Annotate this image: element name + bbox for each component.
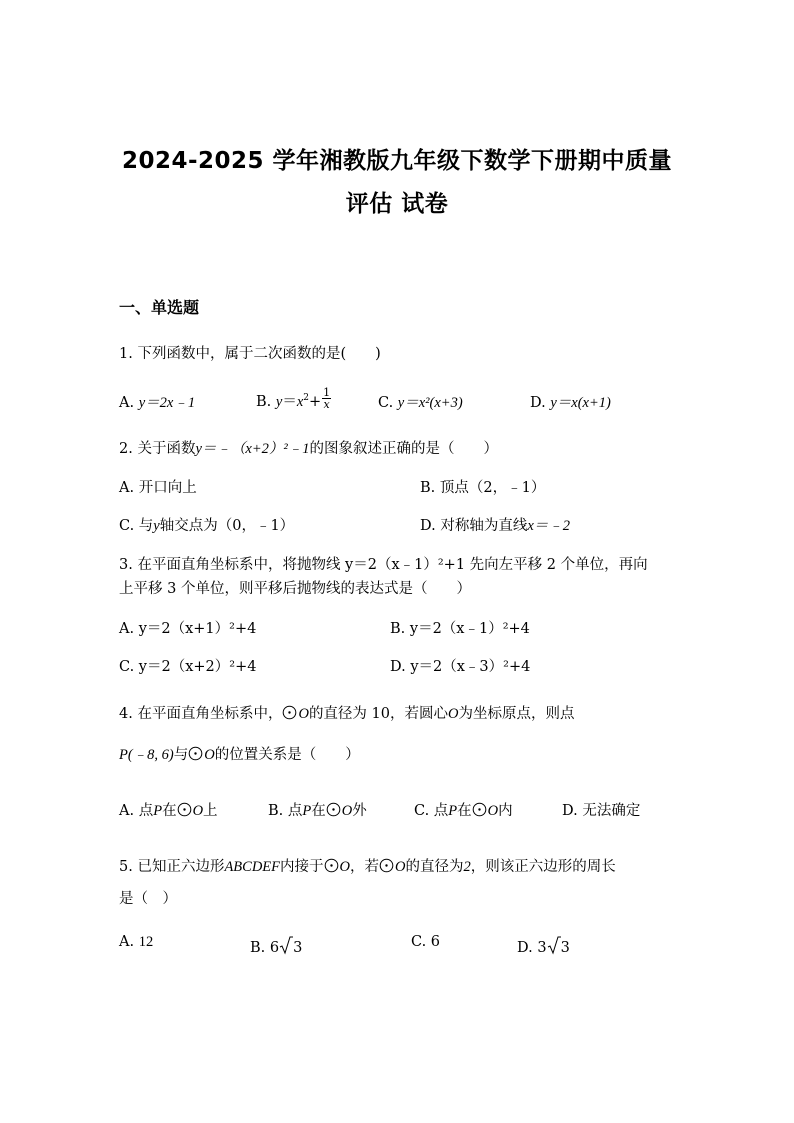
question-3-option-d: D. y＝2（x﹣3）²+4	[390, 659, 531, 675]
question-5-option-c: C. 6	[411, 934, 441, 950]
question-4-option-b: B. 点P在 O外	[268, 803, 367, 819]
question-3-stem-line-1: 3. 在平面直角坐标系中，将抛物线 y＝2（x﹣1）²+1 先向左平移 2 个单位，再向	[119, 557, 648, 573]
question-4-stem-line-1: 4. 在平面直角坐标系中， O的直径为 10，若圆心O为坐标原点，则点	[119, 706, 575, 722]
square-root-symbol	[547, 935, 561, 955]
circle-dot-symbol	[324, 858, 339, 873]
circle-dot-symbol	[326, 802, 341, 817]
question-5-stem-line-1: 5. 已知正六边形ABCDEF内接于 O，若 O的直径为2，则该正六边形的周长	[119, 859, 616, 875]
option-a-expression: y＝2x﹣1	[138, 395, 196, 411]
circle-dot-symbol	[177, 802, 192, 817]
question-4-option-d: D. 无法确定	[562, 803, 641, 819]
question-5-option-a: A. 12	[119, 934, 154, 950]
question-2-option-d: D. 对称轴为直线x＝﹣2	[420, 518, 571, 534]
question-5-option-d: D. 3 3	[517, 935, 570, 956]
question-3-stem-line-2: 上平移 3 个单位，则平移后抛物线的表达式是（ ）	[119, 581, 471, 597]
question-5-option-b: B. 6 3	[250, 935, 302, 956]
circle-dot-symbol	[188, 746, 203, 761]
question-2-option-b: B. 顶点（2，﹣1）	[420, 480, 546, 496]
section-heading: 一、单选题	[119, 298, 200, 317]
circle-dot-symbol	[472, 802, 487, 817]
circle-dot-symbol	[379, 858, 394, 873]
document-title-line-1: 2024-2025 学年湘教版九年级下数学下册期中质量	[121, 148, 673, 174]
question-3-option-a: A. y＝2（x+1）²+4	[119, 621, 257, 637]
question-3-option-c: C. y＝2（x+2）²+4	[119, 659, 257, 675]
question-1-stem: 1. 下列函数中，属于二次函数的是( )	[119, 346, 381, 362]
question-3-option-b: B. y＝2（x﹣1）²+4	[390, 621, 530, 637]
document-title-line-2: 评估 试卷	[345, 191, 449, 217]
question-1-option-c: C. y＝x²(x+3)	[378, 395, 463, 411]
question-4-option-a: A. 点P在 O上	[119, 803, 218, 819]
question-5-stem-line-2: 是（ ）	[119, 891, 177, 907]
question-4-option-c: C. 点P在 O内	[414, 803, 513, 819]
question-2-option-c: C. 与y轴交点为（0，﹣1）	[119, 518, 295, 534]
circle-dot-symbol	[282, 705, 297, 720]
question-2-option-a: A. 开口向上	[119, 480, 197, 496]
square-root-symbol	[279, 935, 293, 955]
question-2-stem: 2. 关于函数y＝﹣（x+2）²﹣1的图象叙述正确的是（ ）	[119, 441, 498, 457]
question-1-option-b: B. $y=x^2+$ $\frac{1}{x}$	[256, 385, 331, 411]
question-1-option-a: A. y＝2x﹣1	[119, 395, 196, 411]
question-4-stem-line-2: P(﹣8, 6)与 O的位置关系是（ ）	[119, 747, 360, 763]
question-1-option-d: D. y＝x(x+1)	[530, 395, 611, 411]
fraction: $\frac{1}{x}$	[323, 385, 331, 411]
